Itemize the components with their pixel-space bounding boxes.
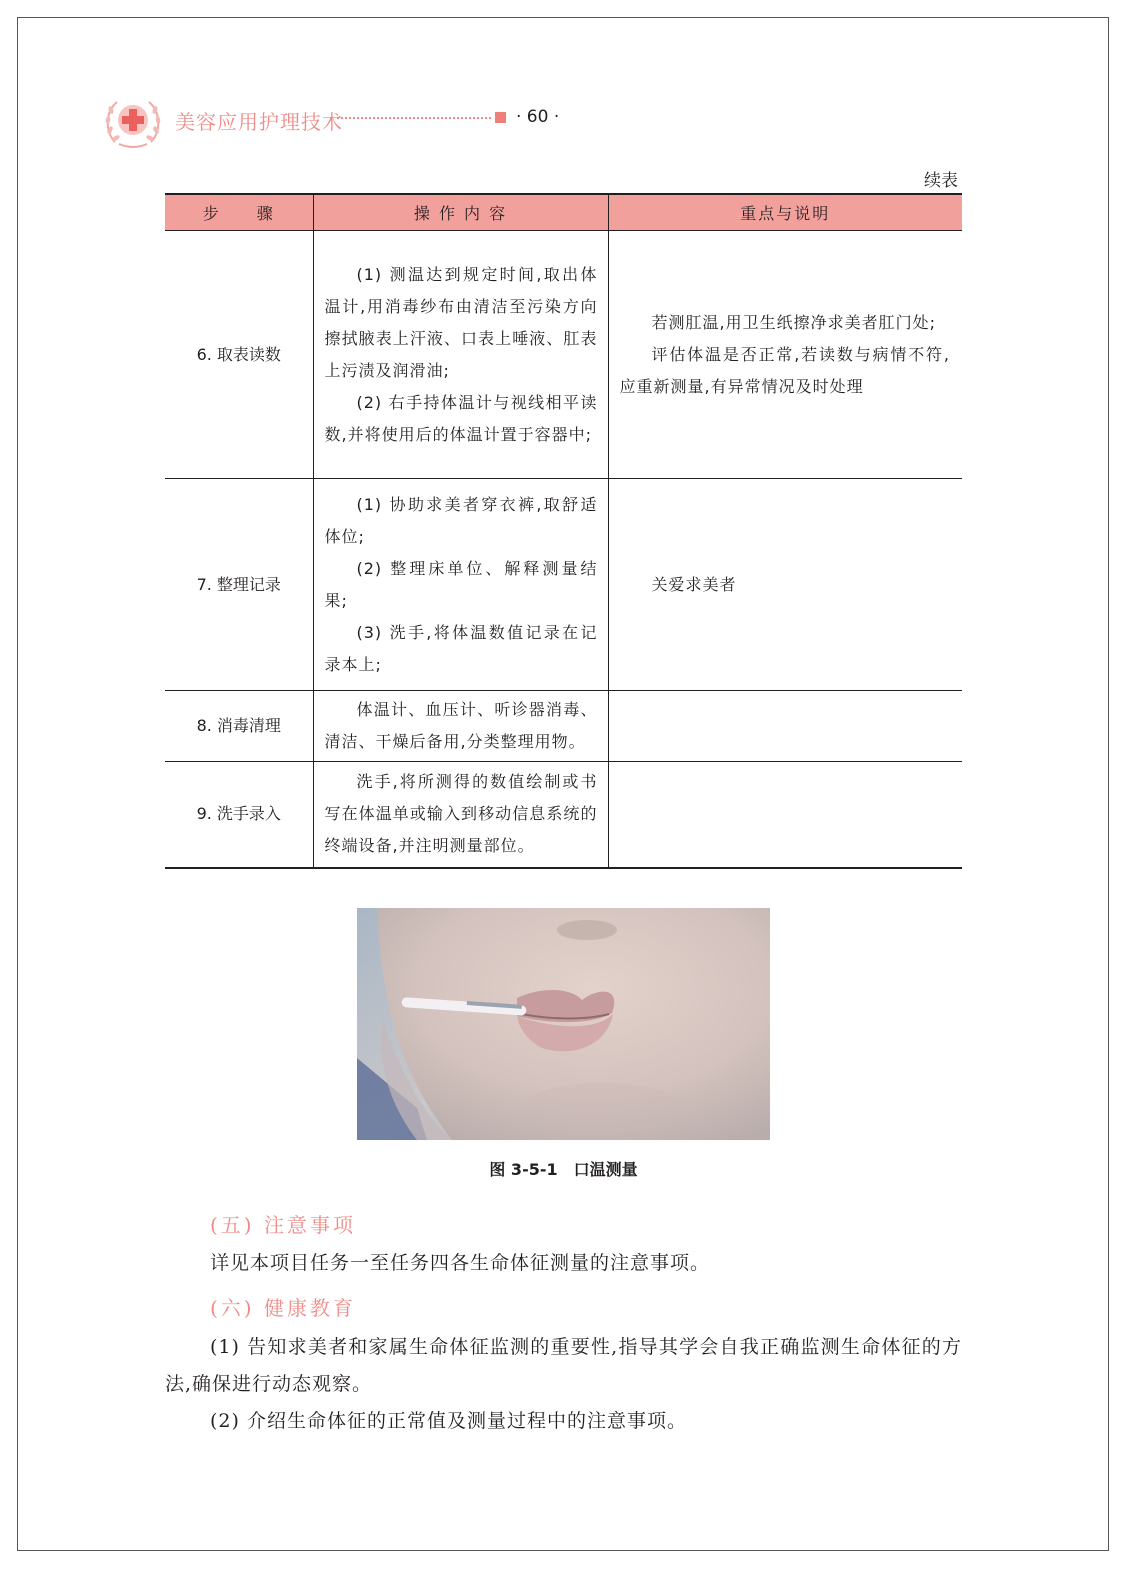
header-square-marker — [495, 112, 506, 123]
section-heading-precautions: (五) 注意事项 — [210, 1213, 356, 1237]
column-header-notes: 重点与说明 — [608, 194, 962, 231]
operation-cell — [313, 691, 608, 762]
operation-item: 洗手,将所测得的数值绘制或书写在体温单或输入到移动信息系统的终端设备,并注明测量部位。 — [324, 772, 598, 856]
operation-item: (1) 协助求美者穿衣裤,取舒适体位; — [324, 494, 598, 546]
column-header-step: 步 骤 — [165, 194, 313, 231]
operation-item: 体温计、血压计、听诊器消毒、清洁、干燥后备用,分类整理用物。 — [324, 700, 598, 751]
operation-cell — [313, 479, 608, 691]
operation-item: (2) 右手持体温计与视线相平读数,并将使用后的体温计置于容器中; — [324, 392, 598, 444]
page-number: · 60 · — [516, 107, 560, 127]
header-dotted-leader — [337, 117, 491, 119]
red-cross-laurel-logo-icon — [101, 90, 165, 154]
table-continued-label: 续表 — [924, 171, 958, 191]
column-header-operation: 操 作 内 容 — [313, 194, 608, 231]
table-row — [165, 479, 962, 691]
notes-cell — [608, 479, 962, 691]
step-cell: 9. 洗手录入 — [165, 762, 313, 868]
note-item: 评估体温是否正常,若读数与病情不符,应重新测量,有异常情况及时处理 — [619, 344, 950, 396]
notes-cell — [608, 231, 962, 479]
table-header-row — [165, 194, 962, 231]
note-item: 关爱求美者 — [651, 574, 737, 594]
procedure-table — [165, 193, 962, 869]
oral-thermometer-photo — [357, 908, 770, 1140]
step-cell: 6. 取表读数 — [165, 231, 313, 479]
step-cell: 7. 整理记录 — [165, 479, 313, 691]
operation-cell — [313, 762, 608, 868]
note-item: 若测肛温,用卫生纸擦净求美者肛门处; — [651, 312, 936, 332]
table-row — [165, 691, 962, 762]
operation-cell — [313, 231, 608, 479]
section-heading-health-education: (六) 健康教育 — [210, 1296, 356, 1320]
paragraph: (2) 介绍生命体征的正常值及测量过程中的注意事项。 — [210, 1410, 687, 1432]
header-book-title: 美容应用护理技术 — [175, 110, 343, 134]
paragraph: 详见本项目任务一至任务四各生命体征测量的注意事项。 — [210, 1252, 711, 1274]
operation-item: (2) 整理床单位、解释测量结果; — [324, 558, 598, 610]
table-row — [165, 231, 962, 479]
paragraph: (1) 告知求美者和家属生命体征监测的重要性,指导其学会自我正确监测生命体征的方法,确保进行动态观察。 — [165, 1336, 962, 1395]
operation-item: (3) 洗手,将体温数值记录在记录本上; — [324, 622, 598, 674]
table-row — [165, 762, 962, 868]
operation-item: (1) 测温达到规定时间,取出体温计,用消毒纱布由清洁至污染方向擦拭腋表上汗液、口表上唾液、肛表上污渍及润滑油; — [324, 264, 598, 380]
notes-cell — [608, 691, 962, 762]
figure-caption: 图 3-5-1 口温测量 — [489, 1160, 638, 1179]
step-cell: 8. 消毒清理 — [165, 691, 313, 762]
notes-cell — [608, 762, 962, 868]
